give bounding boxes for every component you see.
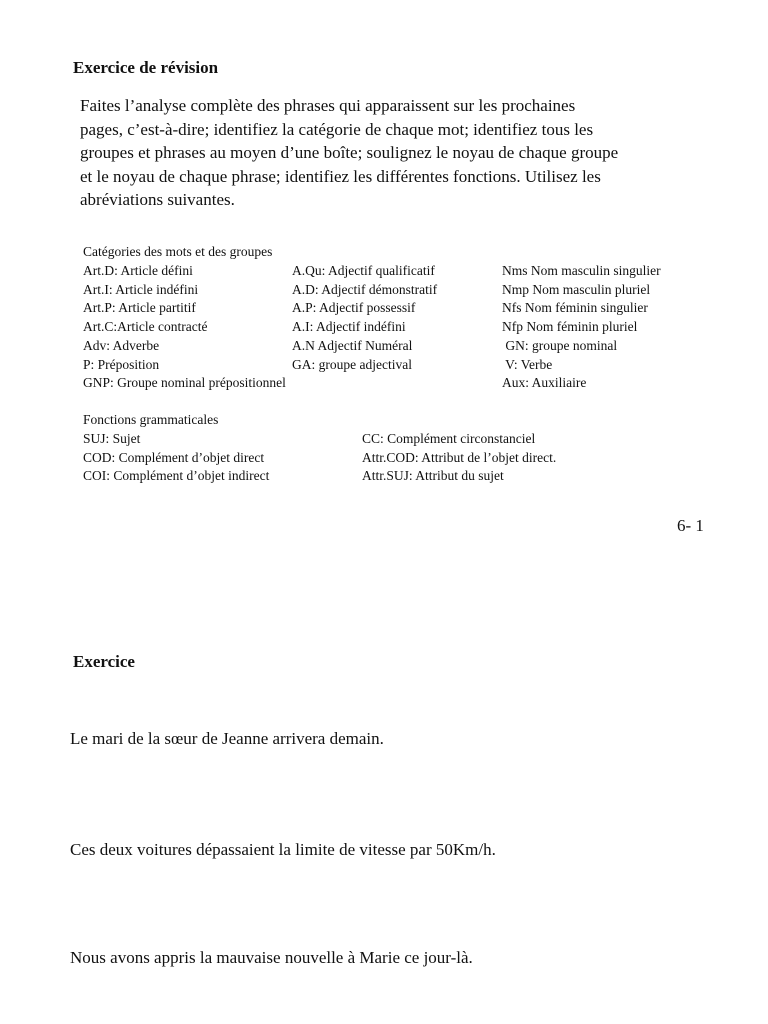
revision-title: Exercice de révision — [73, 58, 219, 77]
abbreviation-item: Attr.COD: Attribut de l’objet direct. — [362, 449, 557, 465]
abbreviation-item: Nms Nom masculin singulier — [502, 263, 661, 278]
abbreviation-item: A.N Adjectif Numéral — [292, 337, 413, 353]
exercise-sentence: Le mari de la sœur de Jeanne arrivera demain. — [70, 729, 384, 748]
categories-column-adjectives — [292, 262, 437, 374]
abbreviation-item: GNP: Groupe nominal prépositionnel — [83, 375, 286, 391]
functions-column-right — [362, 430, 556, 486]
abbreviation-item: A.I: Adjectif indéfini — [292, 319, 406, 335]
exercise-sentence: Nous avons appris la mauvaise nouvelle à Marie ce jour-là. — [70, 948, 473, 967]
functions-column-left — [83, 430, 269, 486]
abbreviation-item: Art.C:Article contracté — [83, 319, 208, 335]
abbreviation-item: Aux: Auxiliaire — [502, 375, 587, 391]
instructions-line: Faites l’analyse complète des phrases qui apparaissent sur les prochaines — [80, 96, 576, 115]
abbreviation-item: GA: groupe adjectival — [292, 356, 412, 372]
abbreviation-item: Adv: Adverbe — [83, 337, 160, 353]
abbreviation-item: P: Préposition — [83, 356, 160, 372]
page-number: 6- 1 — [677, 516, 704, 535]
categories-column-articles — [83, 262, 286, 393]
abbreviation-item: Art.D: Article défini — [83, 263, 193, 278]
functions-heading: Fonctions grammaticales — [83, 412, 219, 427]
abbreviation-item: Art.P: Article partitif — [83, 300, 196, 316]
instructions-paragraph — [80, 94, 720, 212]
exercise-title: Exercice — [73, 652, 135, 671]
abbreviation-item: V: Verbe — [502, 356, 553, 372]
abbreviation-item: COD: Complément d’objet direct — [83, 449, 265, 465]
instructions-line: pages, c’est-à-dire; identifiez la catégorie de chaque mot; identifiez tous les — [80, 119, 594, 139]
abbreviation-item: A.D: Adjectif démonstratif — [292, 281, 438, 297]
abbreviation-item: Attr.SUJ: Attribut du sujet — [362, 468, 504, 484]
abbreviation-item: COI: Complément d’objet indirect — [83, 468, 270, 484]
instructions-line: abréviations suivantes. — [80, 190, 235, 209]
instructions-line: groupes et phrases au moyen d’une boîte; soulignez le noyau de chaque groupe — [80, 143, 619, 162]
abbreviation-item: Nfp Nom féminin pluriel — [502, 319, 638, 335]
abbreviation-item: Nmp Nom masculin pluriel — [502, 281, 651, 297]
abbreviation-item: Art.I: Article indéfini — [83, 281, 199, 297]
categories-column-nouns — [502, 262, 661, 393]
abbreviation-item: A.P: Adjectif possessif — [292, 300, 416, 316]
exercise-sentence: Ces deux voitures dépassaient la limite de vitesse par 50Km/h. — [70, 840, 496, 859]
abbreviation-item: CC: Complément circonstanciel — [362, 431, 536, 446]
abbreviation-item: GN: groupe nominal — [502, 337, 618, 353]
instructions-line: et le noyau de chaque phrase; identifiez les différentes fonctions. Utilisez les — [80, 166, 601, 186]
abbreviation-item: Nfs Nom féminin singulier — [502, 300, 648, 316]
abbreviation-item: SUJ: Sujet — [83, 431, 141, 446]
categories-heading: Catégories des mots et des groupes — [83, 244, 273, 259]
abbreviation-item: A.Qu: Adjectif qualificatif — [292, 263, 435, 278]
